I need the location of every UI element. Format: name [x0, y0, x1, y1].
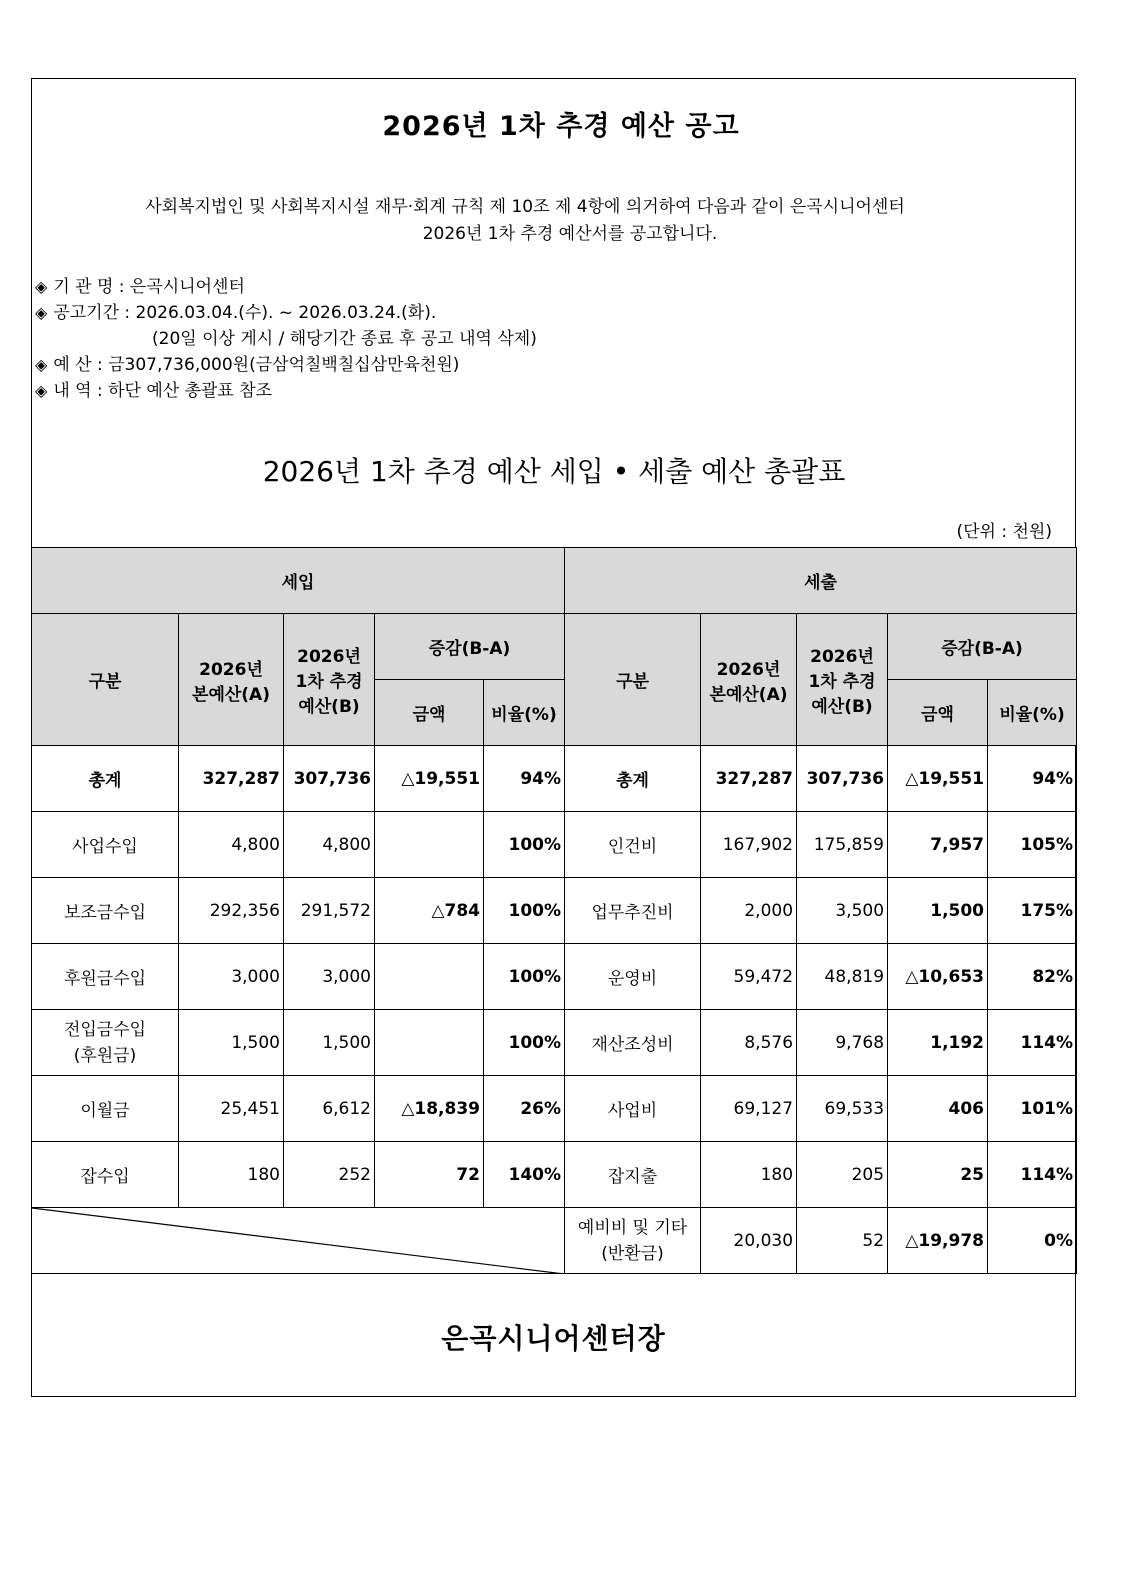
exp-change-ratio: 101%	[988, 1076, 1077, 1142]
rev-col-ratio: 비율(%)	[484, 680, 565, 746]
rev-change-ratio: 140%	[484, 1142, 565, 1208]
exp-col-ratio: 비율(%)	[988, 680, 1077, 746]
exp-category: 재산조성비	[565, 1010, 701, 1076]
exp-change-amount: △10,653	[888, 944, 988, 1010]
rev-change-amount	[375, 944, 484, 1010]
rev-col-base: 2026년 본예산(A)	[179, 614, 284, 746]
exp-change-ratio: 105%	[988, 812, 1077, 878]
exp-change-amount: △19,551	[888, 746, 988, 812]
table-row	[32, 1142, 1077, 1208]
exp-base: 167,902	[701, 812, 797, 878]
exp-col-base: 2026년 본예산(A)	[701, 614, 797, 746]
table-row	[32, 878, 1077, 944]
rev-revised: 3,000	[284, 944, 375, 1010]
exp-category: 인건비	[565, 812, 701, 878]
exp-base: 8,576	[701, 1010, 797, 1076]
rev-base: 3,000	[179, 944, 284, 1010]
rev-change-amount: △784	[375, 878, 484, 944]
rev-base: 4,800	[179, 812, 284, 878]
table-row	[32, 1076, 1077, 1142]
exp-revised: 175,859	[797, 812, 888, 878]
exp-revised: 205	[797, 1142, 888, 1208]
info-org: ◈ 기 관 명 : 은곡시니어센터	[35, 277, 245, 297]
rev-category: 후원금수입	[32, 944, 179, 1010]
exp-base: 69,127	[701, 1076, 797, 1142]
rev-col-revised: 2026년 1차 추경 예산(B)	[284, 614, 375, 746]
budget-summary-table	[31, 547, 1077, 1274]
rev-change-ratio: 26%	[484, 1076, 565, 1142]
exp-col-revised: 2026년 1차 추경 예산(B)	[797, 614, 888, 746]
signature-org: 은곡시니어센터장	[441, 1322, 666, 1355]
exp-change-ratio: 175%	[988, 878, 1077, 944]
rev-base: 292,356	[179, 878, 284, 944]
exp-change-amount: 25	[888, 1142, 988, 1208]
exp-change-amount: 406	[888, 1076, 988, 1142]
exp-change-ratio: 82%	[988, 944, 1077, 1010]
exp-base: 59,472	[701, 944, 797, 1010]
exp-category: 운영비	[565, 944, 701, 1010]
exp-change-amount: 7,957	[888, 812, 988, 878]
rev-change-amount: △18,839	[375, 1076, 484, 1142]
diagonal-line	[32, 1208, 564, 1274]
intro-line-2: 2026년 1차 추경 예산서를 공고합니다.	[422, 224, 718, 244]
rev-revised: 1,500	[284, 1010, 375, 1076]
diamond-bullet-icon: ◈	[35, 303, 48, 322]
exp-change-ratio: 114%	[988, 1010, 1077, 1076]
exp-base: 327,287	[701, 746, 797, 812]
diamond-bullet-icon: ◈	[35, 355, 48, 374]
diamond-bullet-icon: ◈	[35, 381, 48, 400]
rev-revised: 4,800	[284, 812, 375, 878]
table-row	[32, 812, 1077, 878]
page-title: 2026년 1차 추경 예산 공고	[382, 111, 740, 142]
rev-col-change: 증감(B-A)	[375, 614, 565, 680]
rev-col-amount: 금액	[375, 680, 484, 746]
info-budget: ◈ 예 산 : 금307,736,000원(금삼억칠백칠십삼만육천원)	[35, 355, 460, 375]
diagonal-stroke	[32, 1208, 564, 1274]
rev-category: 잡수입	[32, 1142, 179, 1208]
exp-revised: 307,736	[797, 746, 888, 812]
rev-revised: 6,612	[284, 1076, 375, 1142]
exp-category: 잡지출	[565, 1142, 701, 1208]
rev-category: 보조금수입	[32, 878, 179, 944]
empty-diagonal-cell	[32, 1208, 565, 1274]
rev-category: 전입금수입 (후원금)	[32, 1010, 179, 1076]
rev-revised: 252	[284, 1142, 375, 1208]
unit-label: (단위 : 천원)	[956, 522, 1052, 542]
exp-change-ratio: 114%	[988, 1142, 1077, 1208]
exp-revised: 69,533	[797, 1076, 888, 1142]
exp-change-amount: △19,978	[888, 1208, 988, 1274]
exp-category: 사업비	[565, 1076, 701, 1142]
exp-base: 20,030	[701, 1208, 797, 1274]
rev-base: 25,451	[179, 1076, 284, 1142]
exp-col-amount: 금액	[888, 680, 988, 746]
table-row	[32, 746, 1077, 812]
rev-change-ratio: 100%	[484, 878, 565, 944]
rev-category: 이월금	[32, 1076, 179, 1142]
exp-category: 예비비 및 기타 (반환금)	[565, 1208, 701, 1274]
exp-col-category: 구분	[565, 614, 701, 746]
expense-header: 세출	[565, 548, 1077, 614]
rev-change-ratio: 100%	[484, 812, 565, 878]
rev-change-amount	[375, 812, 484, 878]
info-period: ◈ 공고기간 : 2026.03.04.(수). ~ 2026.03.24.(화).	[35, 303, 437, 323]
rev-col-category: 구분	[32, 614, 179, 746]
exp-change-ratio: 0%	[988, 1208, 1077, 1274]
exp-change-amount: 1,500	[888, 878, 988, 944]
exp-category: 업무추진비	[565, 878, 701, 944]
diamond-bullet-icon: ◈	[35, 277, 48, 296]
table-row	[32, 944, 1077, 1010]
rev-revised: 291,572	[284, 878, 375, 944]
exp-revised: 9,768	[797, 1010, 888, 1076]
rev-revised: 307,736	[284, 746, 375, 812]
exp-revised: 3,500	[797, 878, 888, 944]
exp-revised: 48,819	[797, 944, 888, 1010]
rev-base: 1,500	[179, 1010, 284, 1076]
table-row	[32, 1010, 1077, 1076]
rev-base: 180	[179, 1142, 284, 1208]
rev-change-ratio: 94%	[484, 746, 565, 812]
rev-change-amount	[375, 1010, 484, 1076]
info-period-note: (20일 이상 게시 / 해당기간 종료 후 공고 내역 삭제)	[152, 329, 537, 349]
rev-category: 총계	[32, 746, 179, 812]
intro-line-1: 사회복지법인 및 사회복지시설 재무·회계 규칙 제 10조 제 4항에 의거하여 다음과 같이 은곡시니어센터	[145, 197, 905, 217]
table-title: 2026년 1차 추경 예산 세입 • 세출 예산 총괄표	[262, 455, 846, 488]
exp-change-amount: 1,192	[888, 1010, 988, 1076]
exp-category: 총계	[565, 746, 701, 812]
rev-change-ratio: 100%	[484, 944, 565, 1010]
rev-base: 327,287	[179, 746, 284, 812]
exp-base: 180	[701, 1142, 797, 1208]
rev-change-amount: 72	[375, 1142, 484, 1208]
exp-base: 2,000	[701, 878, 797, 944]
info-details: ◈ 내 역 : 하단 예산 총괄표 참조	[35, 381, 273, 401]
rev-category: 사업수입	[32, 812, 179, 878]
table-row	[32, 1208, 1077, 1274]
exp-revised: 52	[797, 1208, 888, 1274]
rev-change-amount: △19,551	[375, 746, 484, 812]
revenue-header: 세입	[32, 548, 565, 614]
rev-change-ratio: 100%	[484, 1010, 565, 1076]
exp-col-change: 증감(B-A)	[888, 614, 1077, 680]
exp-change-ratio: 94%	[988, 746, 1077, 812]
